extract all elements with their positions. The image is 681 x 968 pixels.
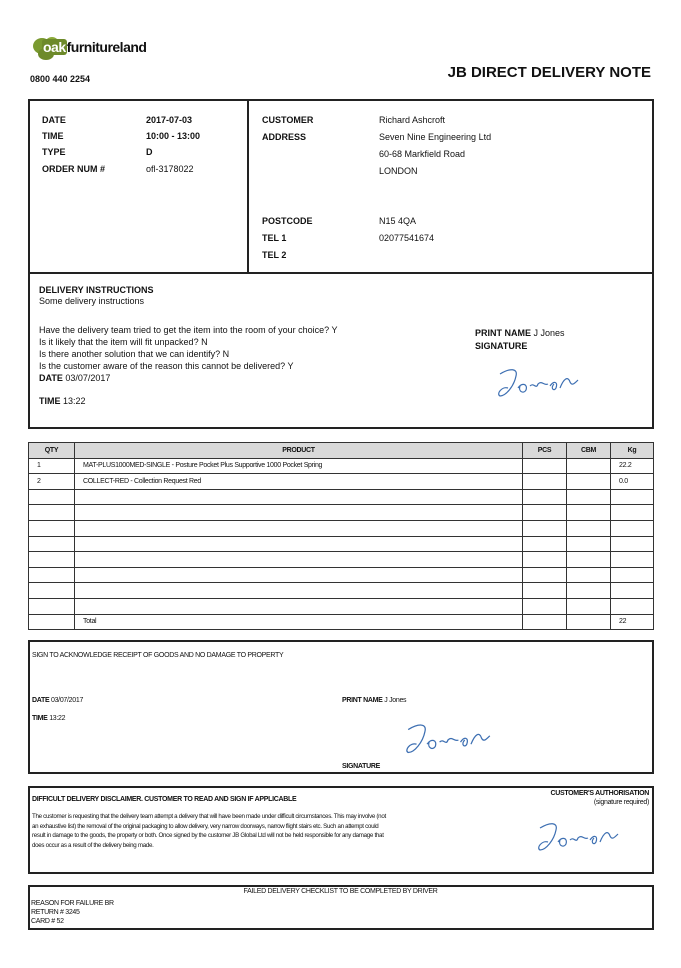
failed-title: FAILED DELIVERY CHECKLIST TO BE COMPLETED BY DRIVER [243,888,438,895]
table-cell: 22.2 [611,458,654,474]
table-row [29,614,654,630]
table-cell [29,520,75,536]
signature-image [496,366,582,402]
failed-line: RETURN # 3245 [31,909,80,916]
table-row [29,552,654,568]
table-cell [523,505,567,521]
table-cell [75,583,523,599]
table-cell [523,567,567,583]
table-cell [611,536,654,552]
order-num-label: ORDER NUM # [42,164,106,174]
table-cell [523,474,567,490]
order-time: 10:00 - 13:00 [146,131,201,141]
print-name-label: PRINT NAME [342,697,383,704]
tel1: 02077541674 [379,233,435,243]
disclaimer-title: DIFFICULT DELIVERY DISCLAIMER. CUSTOMER TO READ AND SIGN IF APPLICABLE [32,796,297,803]
table-cell [75,552,523,568]
table-cell [611,489,654,505]
phone-number: 0800 440 2254 [30,74,91,84]
order-date: 2017-07-03 [146,115,193,125]
table-cell [567,598,611,614]
question-line: Is it likely that the item will fit unpacked? N [39,337,208,347]
table-cell: MAT-PLUS1000MED-SINGLE - Posture Pocket Plus Supportive 1000 Pocket Spring [75,458,523,474]
table-cell [29,598,75,614]
document-title: JB DIRECT DELIVERY NOTE [447,64,651,81]
address-line: Seven Nine Engineering Ltd [379,132,492,142]
table-cell [611,583,654,599]
table-cell [75,536,523,552]
table-cell [567,614,611,630]
table-cell: Total [75,614,523,630]
table-cell [75,598,523,614]
disclaimer-line: an exhaustive list) the removal of the original packaging to allow delivery, very narrow doorways, narrow flight stairs etc. Such an attempt could [32,822,379,830]
table-header-row [29,443,654,459]
customer-label: CUSTOMER [262,115,314,125]
brand-logo: oakfurnitureland [43,39,147,55]
disclaimer-line: does occur as a result of the delivery being made. [32,841,154,849]
table-cell [75,567,523,583]
column-header: Kg [611,443,654,459]
table-cell [75,489,523,505]
table-cell [29,505,75,521]
print-name-label: PRINT NAME [475,328,531,338]
failed-details [31,899,114,926]
order-number: ofl-3178022 [146,164,194,174]
table-cell [523,614,567,630]
table-cell [567,474,611,490]
table-cell [567,552,611,568]
table-cell: 2 [29,474,75,490]
table-row [29,520,654,536]
table-row [29,474,654,490]
table-cell [611,505,654,521]
column-header: QTY [29,443,75,459]
table-cell [523,583,567,599]
customer-name: Richard Ashcroft [379,115,446,125]
table-cell [29,552,75,568]
auth-label: CUSTOMER'S AUTHORISATION [550,790,649,797]
table-row [29,458,654,474]
receipt-time [32,715,65,722]
table-row [29,583,654,599]
signature-image [536,818,622,858]
column-divider [247,100,249,273]
table-cell [523,598,567,614]
table-row [29,567,654,583]
question-line: Is there another solution that we can identify? N [39,349,230,359]
table-cell [567,520,611,536]
time-label: TIME [42,131,64,141]
table-cell [29,489,75,505]
auth-sub: (signature required) [593,799,649,806]
delivery-time [39,396,86,406]
table-cell [523,552,567,568]
address-line: 60-68 Markfield Road [379,149,466,159]
table-cell [611,520,654,536]
column-header: PRODUCT [75,443,523,459]
receipt-box [28,640,654,774]
table-cell [611,552,654,568]
tel2-label: TEL 2 [262,250,287,260]
postcode: N15 4QA [379,216,417,226]
disclaimer-line: The customer is requesting that the delivery team attempt a delivery that will have been made under difficult circumstances. This may involve (not [32,813,386,820]
type-label: TYPE [42,147,66,157]
table-cell [567,583,611,599]
column-header: PCS [523,443,567,459]
table-cell: 0.0 [611,474,654,490]
table-cell [567,505,611,521]
table-cell [567,489,611,505]
table-cell: 22 [611,614,654,630]
table-cell [29,567,75,583]
address-label: ADDRESS [262,132,307,142]
date-label: DATE [42,115,66,125]
print-name [475,328,565,338]
date-value: 03/07/2017 [51,697,84,704]
table-cell [523,520,567,536]
table-cell [567,536,611,552]
date-value: 03/07/2017 [65,373,111,383]
print-name-value: J Jones [384,697,407,704]
time-label: TIME [39,396,61,406]
order-type: D [146,147,153,157]
instructions-text: Some delivery instructions [39,296,145,306]
table-cell [29,583,75,599]
tel1-label: TEL 1 [262,233,287,243]
time-value: 13:22 [49,715,66,722]
table-row [29,489,654,505]
instructions-title: DELIVERY INSTRUCTIONS [39,285,154,295]
table-cell [523,458,567,474]
time-value: 13:22 [63,396,86,406]
receipt-title: SIGN TO ACKNOWLEDGE RECEIPT OF GOODS AND NO DAMAGE TO PROPERTY [32,652,284,659]
table-cell [567,458,611,474]
table-cell [611,567,654,583]
table-row [29,536,654,552]
table-row [29,505,654,521]
table-cell [523,536,567,552]
order-customer-box [28,99,654,274]
table-cell [29,536,75,552]
print-name-value: J Jones [533,328,565,338]
signature-image [404,720,494,760]
time-label: TIME [32,715,48,722]
receipt-date [32,697,83,704]
date-label: DATE [32,697,50,704]
postcode-label: POSTCODE [262,216,313,226]
table-cell [523,489,567,505]
table-row [29,598,654,614]
receipt-print-name [342,697,406,704]
failed-line: CARD # 52 [31,918,64,925]
table-cell: COLLECT-RED - Collection Request Red [75,474,523,490]
address-line: LONDON [379,166,418,176]
question-line: Have the delivery team tried to get the item into the room of your choice? Y [39,325,338,335]
table-cell [611,598,654,614]
delivery-date [39,373,110,383]
date-label: DATE [39,373,63,383]
disclaimer-text [32,812,386,850]
table-cell [29,614,75,630]
question-line: Is the customer aware of the reason this cannot be delivered? Y [39,361,294,371]
signature-label: SIGNATURE [342,763,381,770]
table-cell [75,505,523,521]
failed-line: REASON FOR FAILURE BR [31,900,114,907]
signature-label: SIGNATURE [475,341,528,351]
disclaimer-line: result in damage to the goods, the property or both. Once signed by the customer JB Global Ltd will not be held responsible for any damage that [32,832,384,839]
column-header: CBM [567,443,611,459]
table-cell [567,567,611,583]
table-cell: 1 [29,458,75,474]
items-table [28,442,654,630]
table-cell [75,520,523,536]
